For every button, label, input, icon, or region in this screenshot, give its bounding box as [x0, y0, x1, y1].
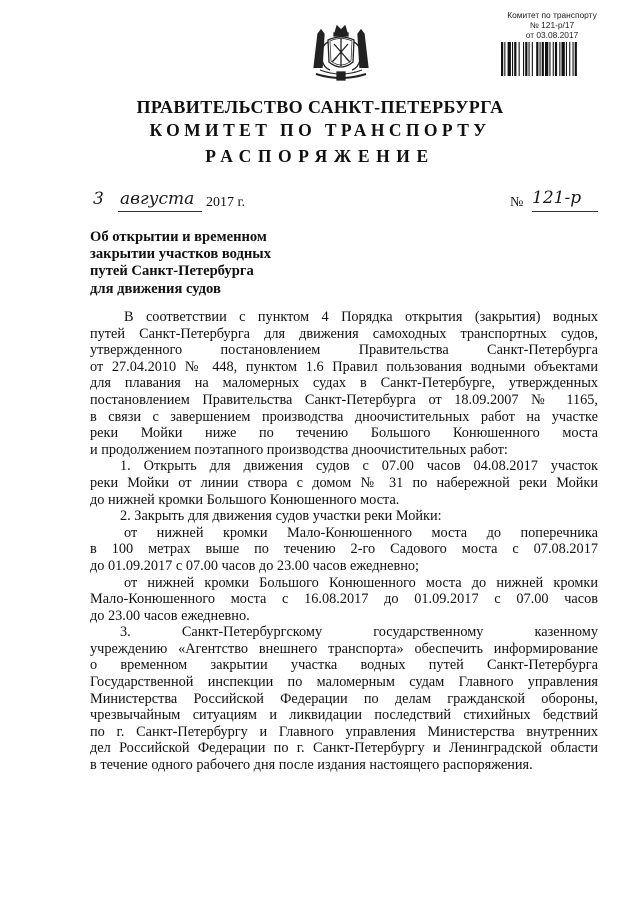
body-line: в течение одного рабочего дня после издания настоящего распоряжения. [90, 757, 533, 774]
body-line: Министерства Российской Федерации по делам гражданской обороны, [90, 690, 598, 707]
stamp-line-number: № 121-р/17 [529, 20, 575, 30]
body-line: учреждению «Агентство внешнего транспорта» обеспечить информирование [90, 640, 598, 657]
document-type-title: РАСПОРЯЖЕНИЕ [205, 146, 435, 166]
document-number-field [532, 188, 598, 212]
body-line: утвержденного постановлением Правительства Санкт-Петербурга [90, 342, 598, 359]
body-line: реки Мойки от линии створа с домом № 31 по набережной реки Мойки [90, 474, 598, 491]
date-day: 3 [93, 189, 104, 209]
body-line: дел Российской Федерации по г. Санкт-Петербургу и Ленинградской области [90, 740, 598, 757]
committee-title: КОМИТЕТ ПО ТРАНСПОРТУ [149, 120, 491, 140]
body-line: и продолжением поэтапного производства дноочистительных работ: [90, 441, 508, 458]
body-line: до 23.00 часов ежедневно. [90, 607, 250, 624]
body-line: по г. Санкт-Петербургу и Главного управления Министерства внутренних [90, 723, 598, 740]
body-line-item-2: 2. Закрыть для движения судов участки реки Мойки: [120, 508, 442, 525]
body-line-item-1: 1. Открыть для движения судов с 07.00 часов 04.08.2017 участок [120, 458, 598, 475]
heading-line: закрытии участков водных [90, 246, 272, 263]
body-line: от нижней кромки Большого Конюшенного моста до нижней кромки [124, 574, 598, 591]
body-line: для плавания на маломерных судах в Санкт-Петербурге, утвержденных [90, 375, 598, 392]
body-line: В соответствии с пунктом 4 Порядка открытия (закрытия) водных [124, 309, 598, 325]
document-heading [90, 229, 271, 298]
stamp-line-date: от 03.08.2017 [525, 30, 579, 40]
body-line: о временном закрытии участка водных путей Санкт-Петербурга [90, 657, 598, 674]
stamp-line-office: Комитет по транспорту [507, 10, 597, 20]
number-sign: № [510, 195, 524, 210]
heading-line: для движения судов [90, 280, 221, 297]
body-line: до нижней кромки Большого Конюшенного моста. [90, 491, 400, 508]
st-petersburg-coat-of-arms-icon [308, 22, 374, 86]
date-month: августа [120, 189, 195, 209]
heading-line: Об открытии и временном [90, 229, 267, 245]
document-body [90, 309, 598, 774]
body-line: Государственной инспекции по маломерным судам Главного управления [90, 674, 598, 691]
body-line: путей Санкт-Петербурга для движения самоходных транспортных судов, [90, 325, 598, 342]
body-line-item-3: 3. Санкт-Петербургскому государственному казенному [120, 624, 598, 641]
body-line: от нижней кромки Мало-Конюшенного моста до поперечника [124, 524, 598, 541]
body-line: Мало-Конюшенного моста с 16.08.2017 до 01.09.2017 с 07.00 часов [90, 591, 598, 608]
body-line: от 27.04.2010 № 448, пунктом 1.6 Правил пользования водными объектами [90, 358, 598, 375]
barcode-icon [500, 42, 604, 76]
date-year: 2017 г. [206, 195, 246, 210]
body-line: в связи с завершением производства дноочистительных работ на участке [90, 408, 598, 425]
body-line: до 01.09.2017 с 07.00 часов до 23.00 часов ежедневно; [90, 557, 420, 574]
date-month-field [118, 191, 202, 212]
document-number: 121-р [532, 188, 582, 208]
body-line: в 100 метрах выше по течению 2-го Садового моста с 07.08.2017 [90, 541, 598, 558]
government-title: ПРАВИТЕЛЬСТВО САНКТ-ПЕТЕРБУРГА [136, 97, 504, 117]
registration-stamp [497, 10, 607, 76]
body-line: реки Мойки ниже по течению Большого Конюшенного моста [90, 425, 598, 442]
body-line: постановлением Правительства Санкт-Петербурга от 18.09.2007 № 1165, [90, 391, 598, 408]
heading-line: путей Санкт-Петербурга [90, 263, 254, 280]
body-line: чрезвычайным ситуациям и ликвидации последствий стихийных бедствий [90, 707, 598, 724]
